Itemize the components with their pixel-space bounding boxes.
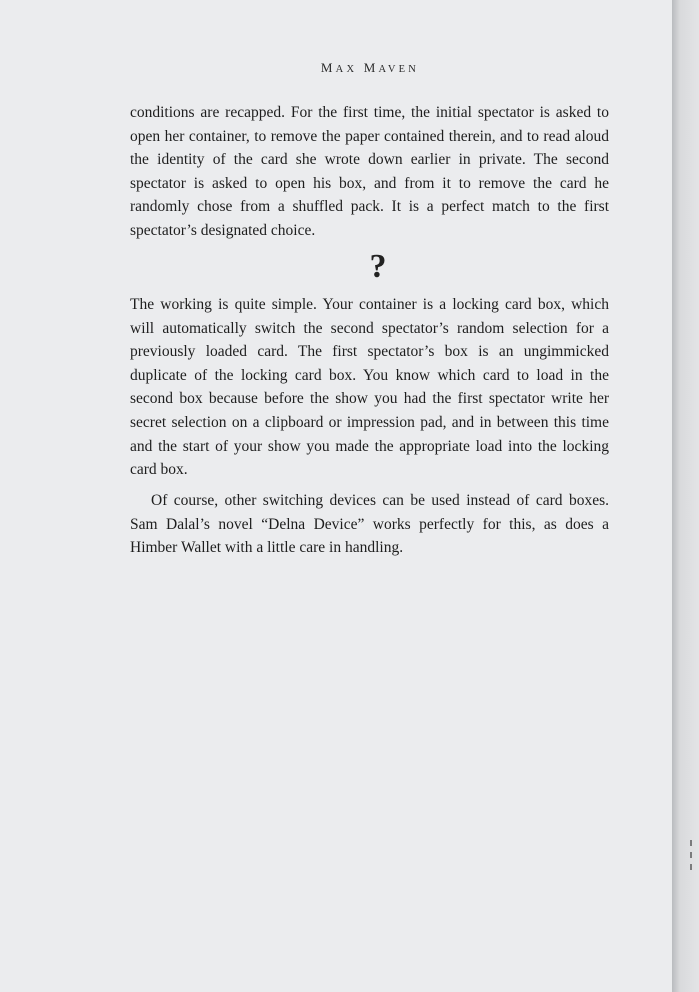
running-head-first-rest: AX [335,64,358,75]
page-edge-shadow [672,0,699,992]
paragraph-2-text: The working is quite simple. Your container is a locking card box, which will automatically switch the second spectator’s random selection for a previously loaded card. The first spectator’s box is an ungimmicked duplicate of the locking card box. You know which card to load in the second box because before the show you had the first spectator write her secret selection on a clipboard or impression pad, and in between this time and the start of your show you made the appropriate load into the locking card box. [130,296,609,479]
running-head [0,60,699,76]
paragraph-3 [130,489,609,560]
paragraph-1-text: conditions are recapped. For the first time, the initial spectator is asked to open her container, to remove the paper contained therein, and to read aloud the identity of the card she wrote down earlier in private. The second spectator is asked to open his box, and from it to remove the card he randomly chose from a shuffled pack. It is a perfect match to the first spectator’s designated choice. [130,104,609,239]
section-break-question-mark: ? [369,248,387,285]
running-head-last-rest: AVEN [378,64,420,75]
running-head-last-initial: M [363,60,379,75]
edge-mark [690,852,692,858]
paragraph-1 [130,101,609,243]
edge-mark [690,840,692,846]
edge-mark [690,864,692,870]
running-head-first-initial: M [320,60,336,75]
paragraph-2 [130,293,609,482]
paragraph-3-text: Of course, other switching devices can be used instead of card boxes. Sam Dalal’s novel “Delna Device” works perfectly for this, as does a Himber Wallet with a little care in handling. [130,492,609,557]
